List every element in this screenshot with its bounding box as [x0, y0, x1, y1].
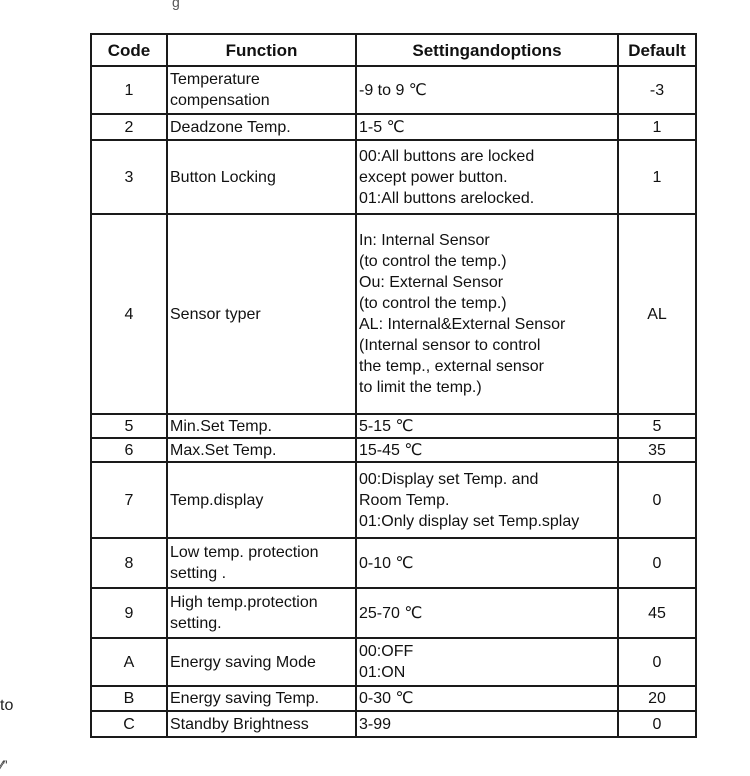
cropped-mark-side: ⁄⁄" [0, 757, 7, 773]
cell-setting: 0-10 ℃ [356, 538, 618, 588]
cell-default: 35 [618, 438, 696, 462]
cell-code: 1 [91, 66, 167, 114]
table-row [91, 114, 696, 140]
cell-setting: 1-5 ℃ [356, 114, 618, 140]
cell-setting: -9 to 9 ℃ [356, 66, 618, 114]
cell-default: 0 [618, 711, 696, 737]
cell-setting: 00:Display set Temp. and Room Temp. 01:Only display set Temp.splay [356, 462, 618, 538]
cell-default: 1 [618, 140, 696, 214]
cell-function: Energy saving Temp. [167, 686, 356, 711]
cell-code: 7 [91, 462, 167, 538]
cell-function: Temperature compensation [167, 66, 356, 114]
cell-default: -3 [618, 66, 696, 114]
cell-function: Min.Set Temp. [167, 414, 356, 438]
cell-function: Button Locking [167, 140, 356, 214]
header-default: Default [618, 34, 696, 66]
cell-function: Low temp. protection setting . [167, 538, 356, 588]
cropped-text-side: to [0, 697, 14, 714]
cell-function: Energy saving Mode [167, 638, 356, 686]
cell-setting: 0-30 ℃ [356, 686, 618, 711]
cell-default: 45 [618, 588, 696, 638]
table-row [91, 538, 696, 588]
cell-code: B [91, 686, 167, 711]
cell-function: Sensor typer [167, 214, 356, 414]
cell-code: 4 [91, 214, 167, 414]
table-row [91, 686, 696, 711]
cell-default: 0 [618, 462, 696, 538]
table-row [91, 711, 696, 737]
cell-setting: 15-45 ℃ [356, 438, 618, 462]
header-setting: Settingandoptions [356, 34, 618, 66]
cell-default: 0 [618, 538, 696, 588]
table-row [91, 140, 696, 214]
cell-function: Standby Brightness [167, 711, 356, 737]
table-row [91, 66, 696, 114]
cell-function: Max.Set Temp. [167, 438, 356, 462]
header-code: Code [91, 34, 167, 66]
parameter-table [90, 33, 697, 738]
table-header-row [91, 34, 696, 66]
table-row [91, 414, 696, 438]
cell-default: AL [618, 214, 696, 414]
cell-setting: In: Internal Sensor (to control the temp.) Ou: External Sensor (to control the temp.) AL: Internal&External Sensor (Internal sensor to control the temp., external sensor to limit the temp.) [356, 214, 618, 414]
cell-setting: 00:OFF 01:ON [356, 638, 618, 686]
cell-code: 5 [91, 414, 167, 438]
cell-setting: 00:All buttons are locked except power button. 01:All buttons arelocked. [356, 140, 618, 214]
table-row [91, 638, 696, 686]
cell-code: 3 [91, 140, 167, 214]
table-row [91, 588, 696, 638]
cell-code: 6 [91, 438, 167, 462]
cell-default: 20 [618, 686, 696, 711]
cell-code: 8 [91, 538, 167, 588]
cell-code: C [91, 711, 167, 737]
cell-code: 9 [91, 588, 167, 638]
cell-code: A [91, 638, 167, 686]
cell-default: 1 [618, 114, 696, 140]
cell-default: 5 [618, 414, 696, 438]
cropped-text-top: g [172, 0, 180, 10]
cell-code: 2 [91, 114, 167, 140]
table-row [91, 462, 696, 538]
cell-default: 0 [618, 638, 696, 686]
cell-setting: 3-99 [356, 711, 618, 737]
header-function: Function [167, 34, 356, 66]
table-row [91, 214, 696, 414]
cell-function: Deadzone Temp. [167, 114, 356, 140]
cell-function: High temp.protection setting. [167, 588, 356, 638]
table-row [91, 438, 696, 462]
cell-setting: 25-70 ℃ [356, 588, 618, 638]
cell-setting: 5-15 ℃ [356, 414, 618, 438]
cell-function: Temp.display [167, 462, 356, 538]
